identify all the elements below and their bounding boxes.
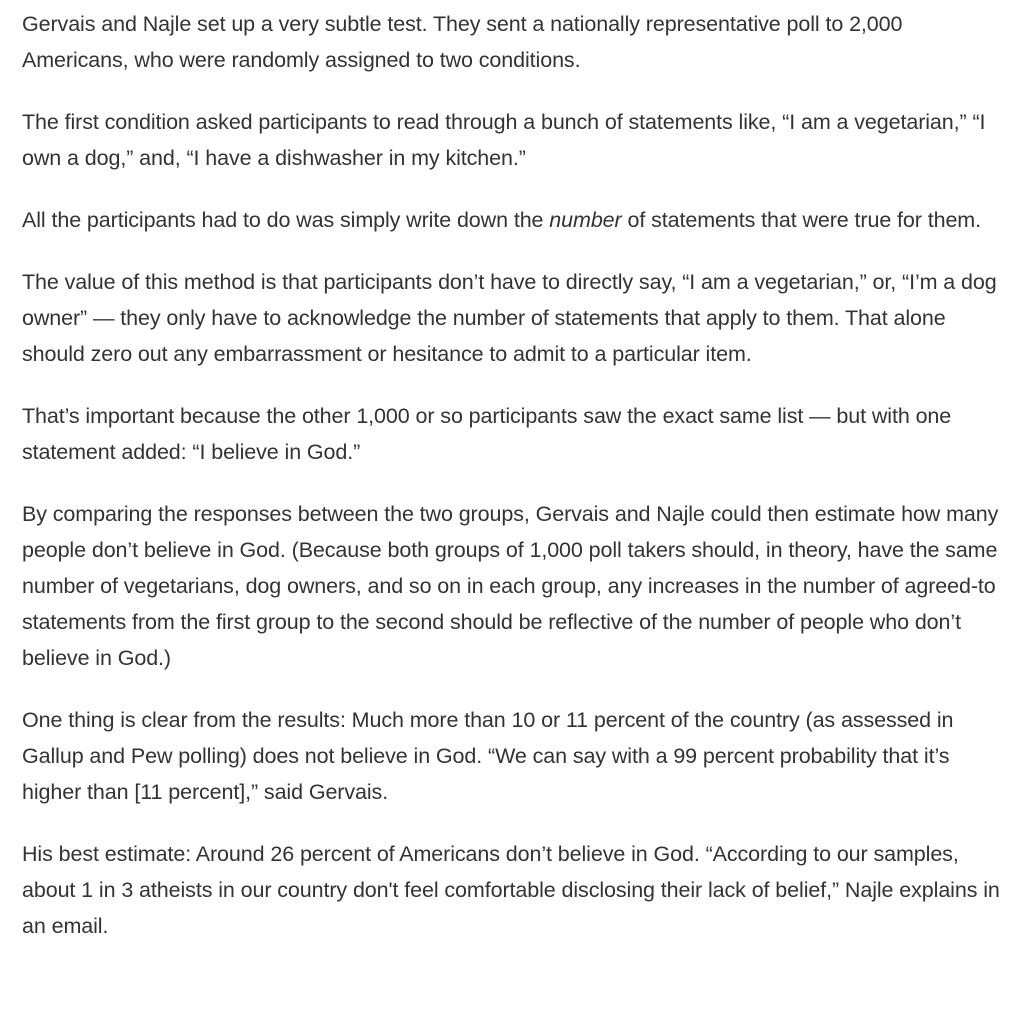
paragraph-4: The value of this method is that participants don’t have to directly say, “I am a vegetarian,” or, “I’m a dog owner” — they only have to acknowledge the number of statements that apply to them. That alone should zero out any embarrassment or hesitance to admit to a particular item. (22, 270, 997, 366)
paragraph-7: One thing is clear from the results: Much more than 10 or 11 percent of the country (as assessed in Gallup and Pew polling) does not believe in God. “We can say with a 99 percent probability that it’s higher than [11 percent],” said Gervais. (22, 708, 954, 804)
paragraph-3 (22, 202, 1007, 238)
paragraph-6: By comparing the responses between the two groups, Gervais and Najle could then estimate how many people don’t believe in God. (Because both groups of 1,000 poll takers should, in theory, have the same number of vegetarians, dog owners, and so on in each group, any increases in the number of agreed-to statements from the first group to the second should be reflective of the number of people who don’t believe in God.) (22, 502, 999, 670)
paragraph-5: That’s important because the other 1,000 or so participants saw the exact same list — but with one statement added: “I believe in God.” (22, 404, 952, 464)
emphasis-number: number (549, 208, 622, 232)
paragraph-8: His best estimate: Around 26 percent of Americans don’t believe in God. “According to our samples, about 1 in 3 atheists in our country don't feel comfortable disclosing their lack of belief,” Najle explains in an email. (22, 842, 1000, 938)
paragraph-3-text-after: of statements that were true for them. (621, 208, 981, 232)
paragraph-1: Gervais and Najle set up a very subtle test. They sent a nationally representative poll to 2,000 Americans, who were randomly assigned to two conditions. (22, 12, 903, 72)
article-body (22, 6, 1007, 970)
paragraph-2: The first condition asked participants to read through a bunch of statements like, “I am a vegetarian,” “I own a dog,” and, “I have a dishwasher in my kitchen.” (22, 110, 986, 170)
paragraph-3-text-before: All the participants had to do was simply write down the (22, 208, 550, 232)
